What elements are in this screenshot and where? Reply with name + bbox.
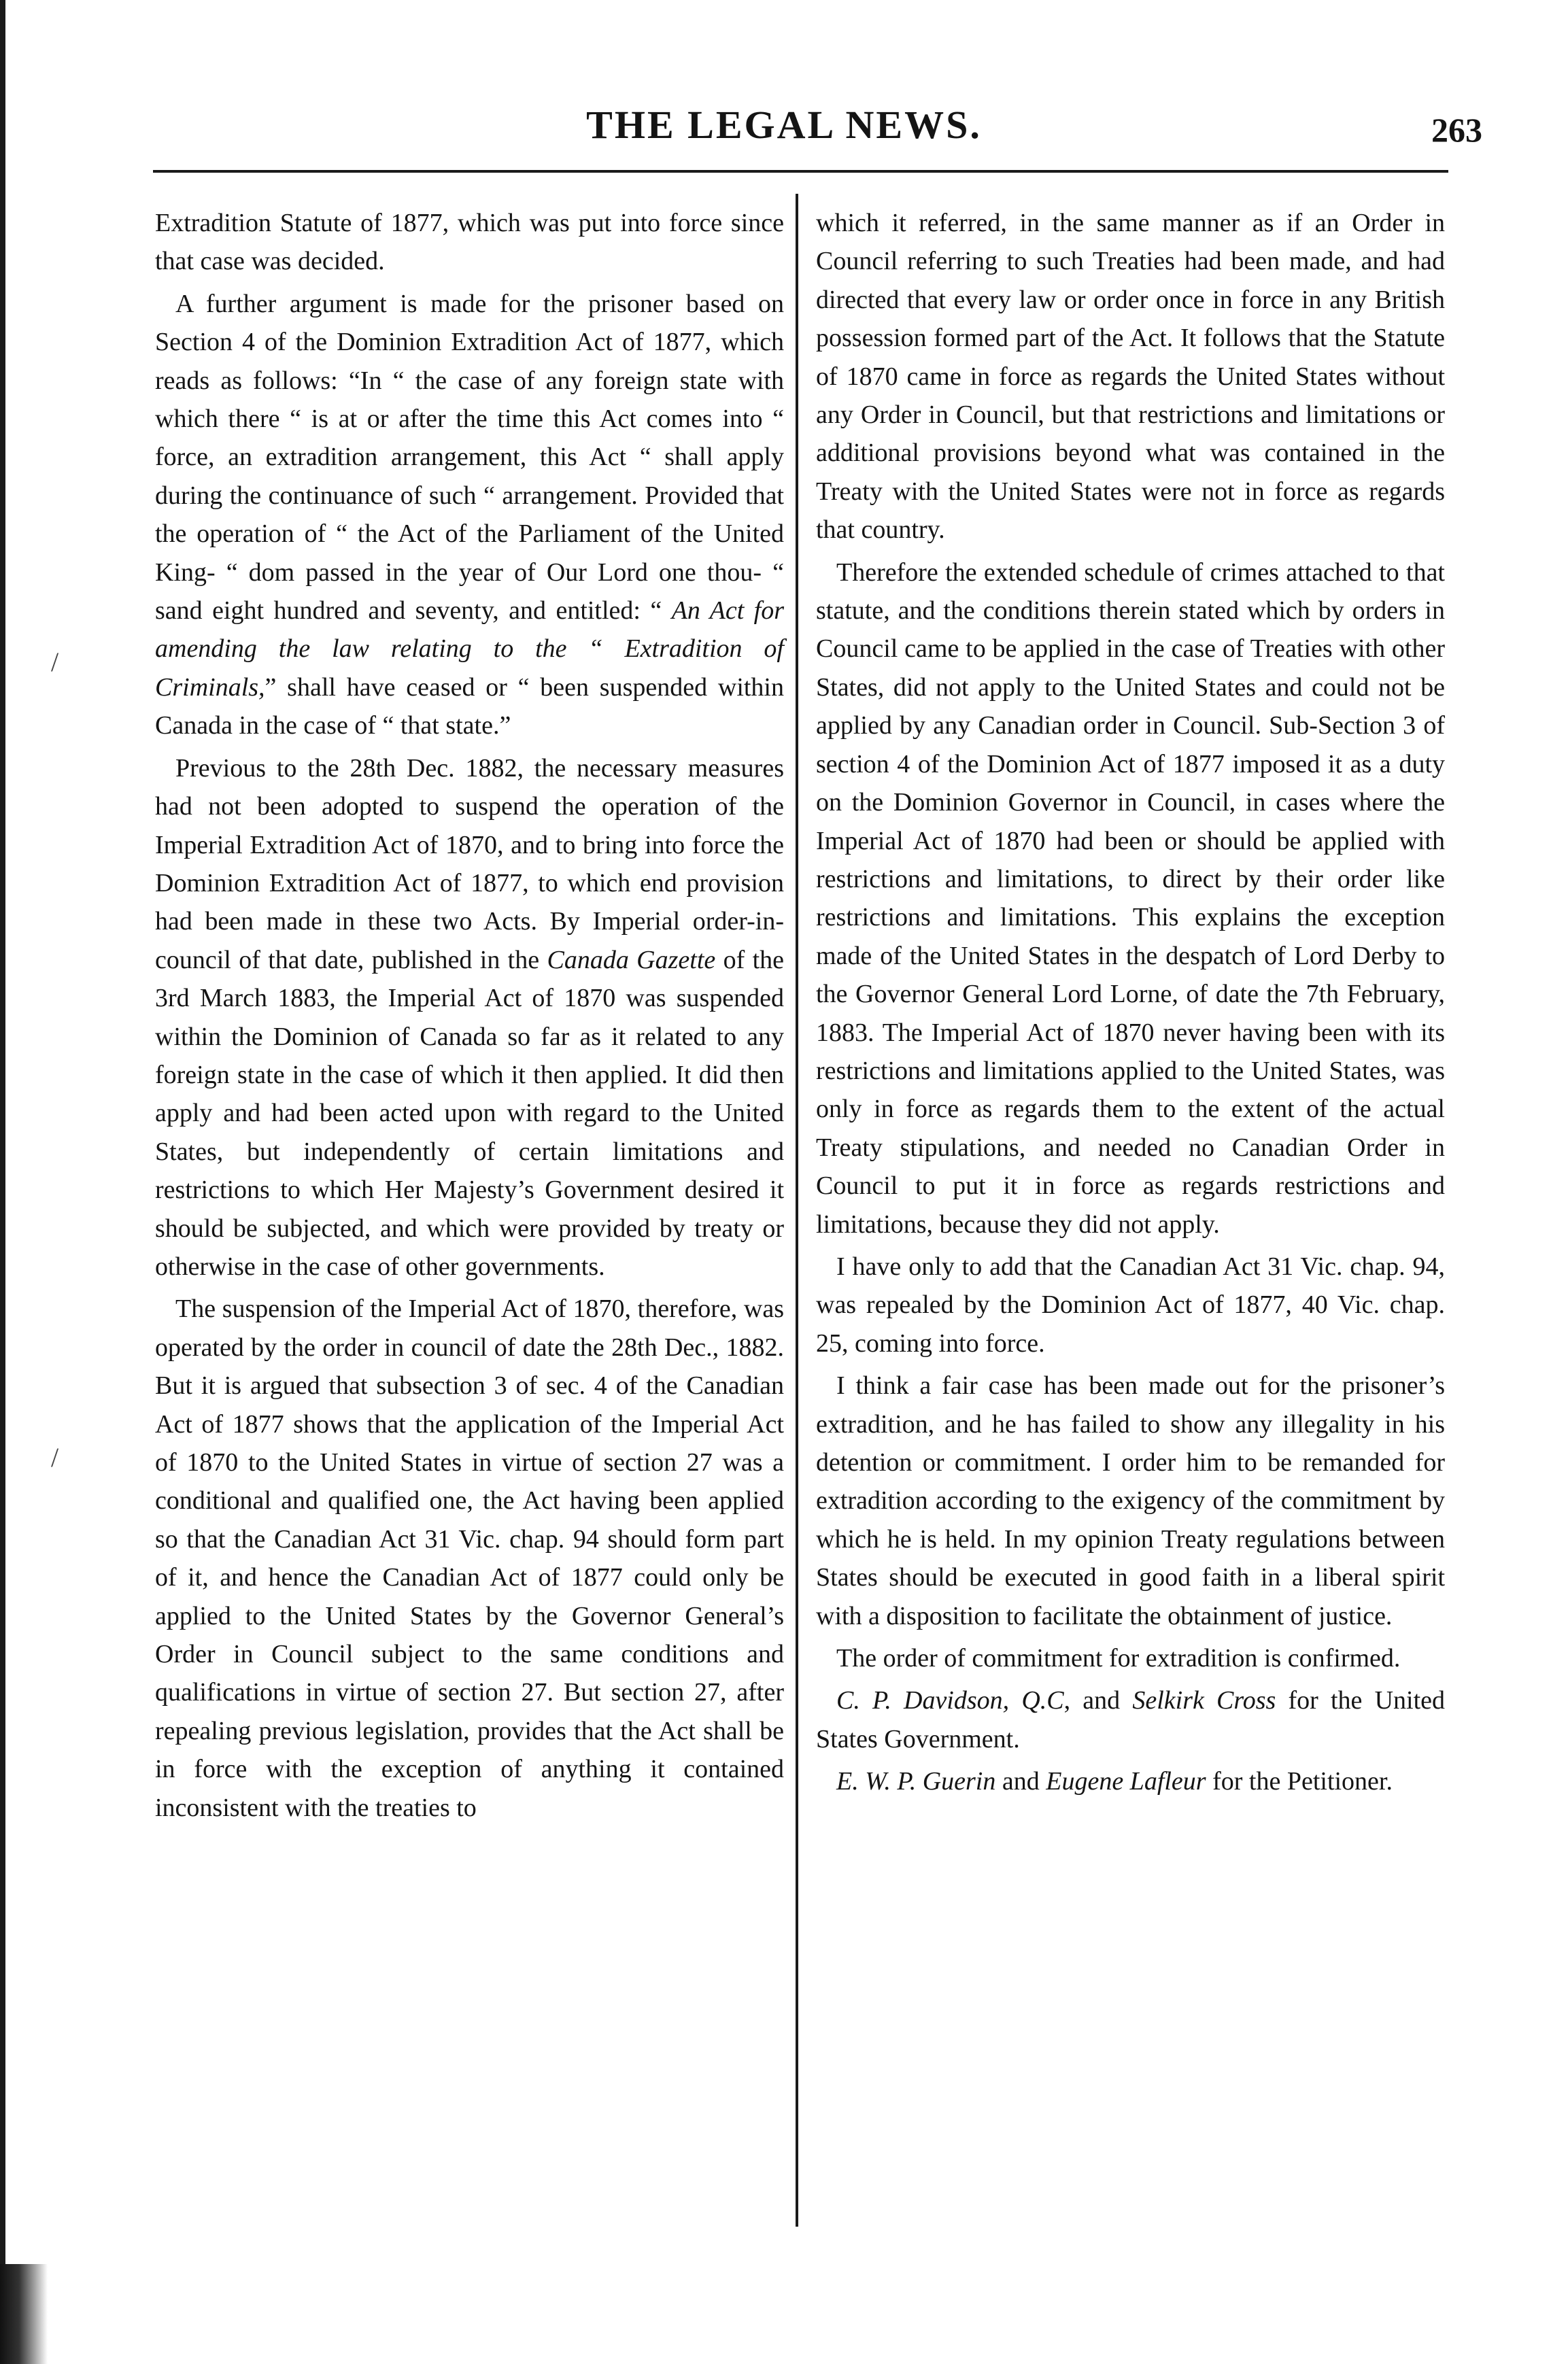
- right-column: [816, 204, 1445, 1801]
- paragraph: The suspension of the Imperial Act of 1870, therefore, was operated by the order in council of date the 28th Dec., 1882. But it is argued that subsection 3 of sec. 4 of the Canadian Act of 1877 shows that the application of the Imperial Act of 1870 to the United States in virtue of section 27 was a conditional and qualified one, the Act having been applied so that the Canadian Act 31 Vic. chap. 94 should form part of it, and hence the Canadian Act of 1877 could only be applied to the United States by the Governor General’s Order in Council subject to the same conditions and qualifications in virtue of section 27. But section 27, after repealing previous legislation, provides that the Act shall be in force with the exception of anything it contained inconsistent with the treaties to: [155, 1295, 784, 1822]
- paragraph-text: Previous to the 28th Dec. 1882, the necessary measures had not been adopted to suspend the operation of the Imperial Extradition Act of 1870, and to bring into force the Dominion Extradition Act of 1877, to which end provision had been made in these two Acts. By Imperial order-in-council of that date, published in the: [155, 753, 784, 974]
- paragraph: [155, 285, 784, 745]
- counsel-text: for the Petitioner.: [1212, 1767, 1393, 1796]
- column-divider: [796, 194, 798, 2227]
- counsel-line: [816, 1762, 1445, 1800]
- paragraph-text: ” shall have ceased or “ been suspended within Canada in the case of “ that state.”: [155, 672, 784, 740]
- paragraph: which it referred, in the same manner as if an Order in Council referring to such Treaties had been made, and had directed that every law or order once in force in any British possession formed part of the Act. It follows that the Statute of 1870 came in force as regards the United States without any Order in Council, but that restrictions and limitations or additional provisions beyond what was contained in the Treaty with the United States were not in force as regards that country.: [816, 209, 1445, 545]
- paragraph: [155, 749, 784, 1286]
- paragraph-italic-text: An Act for amending the law relating to the “ Extradition of Criminals,: [155, 596, 785, 702]
- counsel-text: and: [1002, 1767, 1040, 1796]
- paragraph-text: of the 3rd March 1883, the Imperial Act of 1870 was suspended within the Dominion of Canada so far as it related to any foreign state in the case of which it then applied. It did then apply and had been acted upon with regard to the United States, but independently of certain limitations and restrictions to which Her Majesty’s Government desired it should be subjected, and which were provided by treaty or otherwise in the case of other governments.: [155, 945, 785, 1281]
- paragraph: Therefore the extended schedule of crimes attached to that statute, and the conditions therein stated which by orders in Council came to be applied in the case of Treaties with other States, did not apply to the United States and could not be applied by any Canadian order in Council. Sub-Section 3 of section 4 of the Dominion Act of 1877 imposed it as a duty on the Dominion Governor in Council, in cases where the Imperial Act of 1870 had been or should be applied with restrictions and limitations, to direct by their order like restrictions and limitations. This explains the exception made of the United States in the despatch of Lord Derby to the Governor General Lord Lorne, of date the 7th February, 1883. The Imperial Act of 1870 never having been with its restrictions and limitations applied to the United States, was only in force as regards them to the extent of the actual Treaty stipulations, and needed no Canadian Order in Council to put it in force as regards restrictions and limitations, because they did not apply.: [816, 558, 1445, 1239]
- counsel-text: for the United States Government.: [816, 1686, 1445, 1753]
- left-column: [155, 204, 784, 1827]
- page-corner-shadow: [0, 2264, 48, 2364]
- paragraph: The order of commitment for extradition is confirmed.: [836, 1644, 1401, 1673]
- paragraph: I have only to add that the Canadian Act 31 Vic. chap. 94, was repealed by the Dominion Act of 1877, 40 Vic. chap. 25, coming into force.: [816, 1252, 1445, 1358]
- paragraph: Extradition Statute of 1877, which was put into force since that case was decided.: [155, 209, 784, 276]
- counsel-name: E. W. P. Guerin: [836, 1767, 996, 1796]
- page-number: 263: [1431, 111, 1482, 149]
- page-header-title: THE LEGAL NEWS.: [586, 103, 982, 147]
- counsel-name: Eugene Lafleur: [1046, 1767, 1206, 1796]
- counsel-line: [816, 1681, 1445, 1758]
- page-left-edge-shadow: [0, 0, 5, 2364]
- counsel-text: , and: [1063, 1686, 1121, 1715]
- paragraph-text: A further argument is made for the prisoner based on Section 4 of the Dominion Extradition Act of 1877, which reads as follows: “In “ the case of any foreign state with which there “ is at or after the time this Act comes into “ force, an extradition arrangement, this Act “ shall apply during the continuance of such “ arrangement. Provided that the operation of “ the Act of the Parliament of the United King- “ dom passed in the year of Our Lord one thou- “ sand eight hundred and seventy, and entitled: “: [155, 289, 784, 626]
- margin-mark: /: [51, 1442, 59, 1473]
- paragraph-italic-text: Canada Gazette: [547, 945, 716, 974]
- counsel-name: C. P. Davidson, Q.C: [836, 1686, 1064, 1715]
- counsel-name: Selkirk Cross: [1132, 1686, 1276, 1715]
- margin-mark: /: [51, 647, 59, 677]
- paragraph: I think a fair case has been made out for the prisoner’s extradition, and he has failed to show any illegality in his detention or commitment. I order him to be remanded for extradition according to the exigency of the commitment by which he is held. In my opinion Treaty regulations between States should be executed in good faith in a liberal spirit with a disposition to facilitate the obtainment of justice.: [816, 1371, 1445, 1630]
- header-rule: [153, 170, 1448, 173]
